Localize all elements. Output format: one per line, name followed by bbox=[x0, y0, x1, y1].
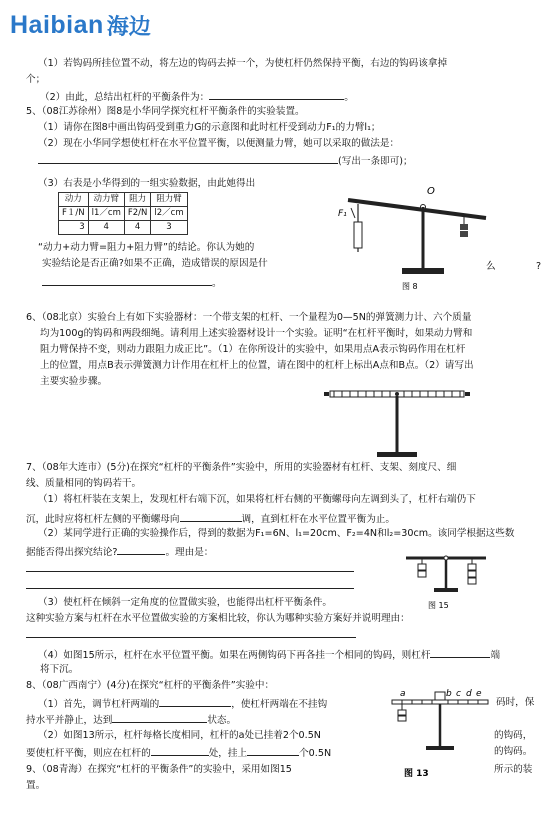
fig13-letter-c: c bbox=[456, 689, 461, 699]
question-5-title: 5、（08江苏徐州）图8是小华同学探究杠杆平衡条件的实验装置。 bbox=[26, 106, 305, 117]
table-cell: 4 bbox=[124, 221, 151, 235]
text-line: （3）右表是小华得到的一组实验数据，由此她得出 bbox=[38, 178, 256, 189]
answer-blank[interactable] bbox=[247, 746, 299, 756]
answer-line[interactable] bbox=[26, 579, 354, 593]
table-header-cell: 动力 bbox=[59, 193, 89, 207]
text-line: 上的位置，用点B表示弹簧测力计作用在杠杆上的位置，请在图中的杠杆上标出A点和B点。（2）请写出 bbox=[40, 360, 474, 371]
fig8-label-f1: F₁ bbox=[338, 209, 347, 219]
text-line: 持水平并静止，达到 状态。 bbox=[26, 715, 237, 726]
question-8-title: 8、（08广西南宁）(4分)在探究“杠杆的平衡条件”实验中： bbox=[26, 680, 275, 691]
table-header-row bbox=[59, 207, 188, 221]
text-line: （2）现在小华同学想使杠杆在水平位置平衡，以便测量力臂，她可以采取的做法是： bbox=[38, 138, 400, 149]
answer-blank[interactable] bbox=[430, 648, 490, 658]
text-line: 么 bbox=[486, 261, 496, 272]
text-line: 。 bbox=[42, 276, 222, 290]
answer-line[interactable] bbox=[26, 628, 356, 642]
text-line: 置。 bbox=[26, 780, 46, 791]
text-line: 要使杠杆平衡，则应在杠杆的 处，挂上 个0.5N bbox=[26, 748, 332, 759]
table-header-cell: 阻力 bbox=[124, 193, 151, 207]
text-line: （4）如图15所示，杠杆在水平位置平衡。如果在两侧钩码下再各挂一个相同的钩码，则杠杆 端 bbox=[38, 650, 501, 661]
text-line: “动力+动力臂=阻力+阻力臂”的结论。你认为她的 bbox=[38, 242, 255, 253]
text-line: （1）首先，调节杠杆两端的 ，使杠杆两端在不挂钩 bbox=[38, 699, 328, 710]
text-line: （2）如图13所示，杠杆每格长度相同，杠杆的a处已挂着2个0.5N bbox=[38, 730, 321, 741]
table-header-row bbox=[59, 193, 188, 207]
fig15-caption: 图 15 bbox=[428, 601, 449, 610]
table-header-cell: 动力臂 bbox=[88, 193, 124, 207]
text-line: 均为100g的钩码和两段细绳。请利用上述实验器材设计一个实验。证明“在杠杆平衡时，如果动力臂和 bbox=[40, 328, 473, 339]
site-logo bbox=[10, 10, 151, 40]
text-line: 将下沉。 bbox=[40, 664, 79, 675]
answer-blank[interactable] bbox=[112, 713, 207, 723]
table-cell: 4 bbox=[88, 221, 124, 235]
data-table bbox=[58, 192, 188, 235]
text-line: （2）由此，总结出杠杆的平衡条件为： 。 bbox=[40, 92, 354, 103]
fig8-label-o: O bbox=[427, 186, 435, 197]
answer-blank[interactable] bbox=[151, 746, 209, 756]
table-header-cell: 阻力臂 bbox=[151, 193, 187, 207]
text-line: (写出一条即可)； bbox=[38, 154, 413, 168]
table-row bbox=[59, 221, 188, 235]
text-line: 个； bbox=[26, 74, 46, 85]
text-line: 所示的装 bbox=[494, 764, 533, 775]
text-line: 主要实验步骤。 bbox=[40, 376, 108, 387]
answer-blank[interactable] bbox=[42, 276, 212, 286]
answer-blank[interactable] bbox=[117, 545, 165, 555]
table-header-cell: F１/N bbox=[59, 207, 89, 221]
text-line: 沉，此时应将杠杆左侧的平衡螺母向 调，直到杠杆在水平位置平衡为止。 bbox=[26, 514, 395, 525]
figure-13 bbox=[388, 684, 492, 780]
answer-blank[interactable] bbox=[180, 512, 242, 522]
question-7-title: 7、（08年大连市）(5分)在探究“杠杆的平衡条件”实验中，所用的实验器材有杠杆、支架、刻度尺、细 bbox=[26, 462, 457, 473]
answer-blank[interactable] bbox=[159, 697, 231, 707]
text-line: 码时，保 bbox=[496, 697, 535, 708]
text-line: 阻力臂保持不变，则动力跟阻力成正比”。（1）在你所设计的实验中，如果用点A表示钩码作用在杠杆 bbox=[40, 344, 466, 355]
text-line: （1）将杠杆装在支架上，发现杠杆右端下沉，如果将杠杆右侧的平衡螺母向左调到头了，杠杆右端仍下 bbox=[38, 494, 476, 505]
table-header-cell: l2／cm bbox=[151, 207, 187, 221]
answer-line[interactable] bbox=[26, 562, 354, 576]
fig13-caption: 图 13 bbox=[404, 769, 429, 779]
fig13-letter-d: d bbox=[466, 689, 472, 699]
table-header-cell: l1／cm bbox=[88, 207, 124, 221]
answer-blank[interactable] bbox=[209, 90, 344, 100]
table-cell: 3 bbox=[151, 221, 187, 235]
text-line: （2）某同学进行正确的实验操作后，得到的数据为F₁=6N、l₁=20cm、F₂=4N和l₂=30cm。该同学根据这些数 bbox=[38, 528, 515, 539]
fig8-caption: 图 8 bbox=[402, 282, 418, 291]
figure-q6-lever bbox=[322, 382, 470, 460]
text-line: （1）若钩码所挂位置不动，将左边的钩码去掉一个，为使杠杆仍然保持平衡，右边的钩码该拿掉 bbox=[38, 58, 448, 69]
text-line: 实验结论是否正确?如果不正确，造成错误的原因是什 bbox=[42, 258, 268, 269]
text-line: 的钩码， bbox=[494, 730, 533, 741]
fig13-letter-a: a bbox=[400, 689, 406, 699]
figure-15 bbox=[402, 548, 490, 612]
text-line: （3）使杠杆在倾斜一定角度的位置做实验，也能得出杠杆平衡条件。 bbox=[38, 597, 332, 608]
text-line: 线、质量相同的钩码若干。 bbox=[26, 478, 142, 489]
text-line: 的钩码。 bbox=[494, 746, 533, 757]
table-header-cell: F2/N bbox=[124, 207, 151, 221]
question-6-title: 6、（08北京）实验台上有如下实验器材：一个带支架的杠杆、一个量程为0—5N的弹簧测力计、六个质量 bbox=[26, 312, 472, 323]
fig13-letter-e: e bbox=[476, 689, 482, 699]
text-line: （1）请你在图8中画出钩码受到重力G的示意图和此时杠杆受到动力F₁的力臂l₁； bbox=[38, 122, 381, 133]
logo-cjk: 海边 bbox=[106, 14, 151, 40]
text-line: 据能否得出探究结论? 。理由是： bbox=[26, 547, 214, 558]
fig13-letter-b: b bbox=[446, 689, 452, 699]
text-line: ? bbox=[536, 261, 542, 272]
answer-blank[interactable] bbox=[38, 154, 338, 164]
text-line: 这种实验方案与杠杆在水平位置做实验的方案相比较，你认为哪种实验方案好并说明理由： bbox=[26, 613, 410, 624]
logo-latin: Haibian bbox=[10, 10, 104, 39]
figure-8 bbox=[330, 180, 492, 295]
table-cell: 3 bbox=[59, 221, 89, 235]
question-9-title: 9、（08青海）在探究“杠杆的平衡条件”的实验中，采用如图15 bbox=[26, 764, 292, 775]
